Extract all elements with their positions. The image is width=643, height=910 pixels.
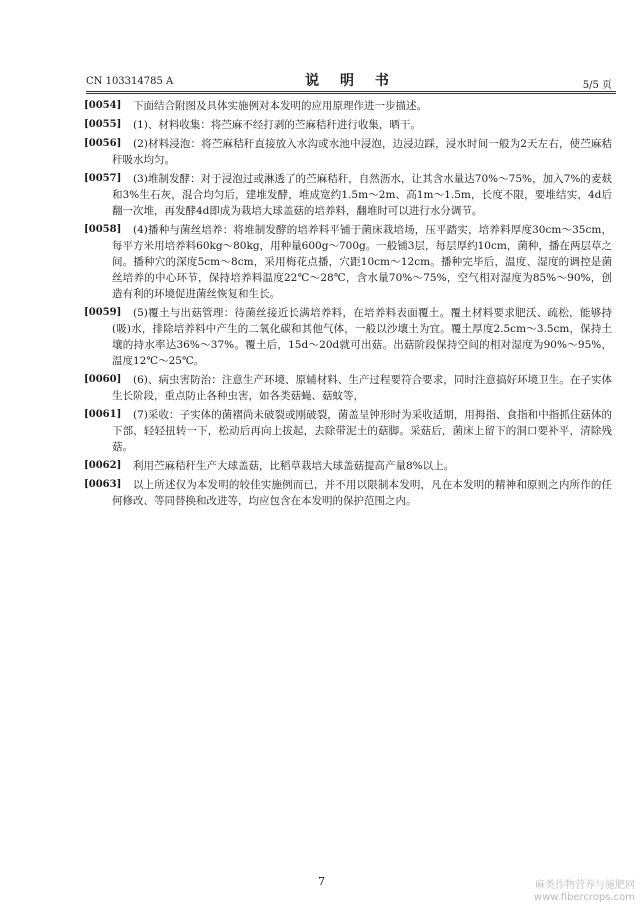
paragraph — [84, 407, 612, 455]
paragraph-number: [0054] — [84, 100, 122, 111]
document-body — [84, 98, 612, 512]
paragraph — [84, 136, 612, 168]
site-watermark — [534, 880, 635, 904]
header-rule-top — [86, 91, 616, 92]
paragraph-text: (4)播种与菌丝培养：将堆制发酵的培养料平铺于菌床栽培场，压平踏实，培养料厚度30cm～35cm，每平方米用培养料60kg～80kg，用种量600g～700g。一般铺3层，每层厚约10cm，菌种，播在两层草之间。播种穴的深度5cm～8cm，采用梅花点播，穴距10cm～12cm。播种完毕后，温度、湿度的调控是菌丝培养的中心环节，保持培养料温度22℃～28℃，含水量70%～75%，空气相对湿度为85%～90%，创造有利的环境促进菌丝恢复和生长。 — [112, 224, 612, 300]
paragraph-text: (6)、病虫害防治：注意生产环境、原辅材料、生产过程要符合要求，同时注意搞好环境卫生。在子实体生长阶段，重点防止各种虫害，如各类菇蝇、菇蚊等， — [112, 374, 612, 402]
paragraph-number: [0062] — [84, 460, 122, 471]
page-number: 7 — [318, 875, 325, 888]
paragraph-text: 利用苎麻秸秆生产大球盖菇，比稻草栽培大球盖菇提高产量8%以上。 — [133, 460, 455, 472]
paragraph-number: [0058] — [84, 224, 122, 235]
paragraph-text: (1)、材料收集：将苎麻不经打剥的苎麻秸秆进行收集，晒干。 — [133, 119, 421, 131]
watermark-line: 麻类作物营养与施肥网 — [535, 880, 635, 891]
page-indicator: 5/5 页 — [582, 80, 612, 91]
paragraph-number: [0056] — [84, 138, 122, 149]
paragraph-text: (5)覆土与出菇管理：待菌丝接近长满培养料，在培养料表面覆土。覆土材料要求肥沃、疏松，能够持(吸)水，排除培养料中产生的二氧化碳和其他气体，一般以沙壤土为宜。覆土厚度2.5cm～3.5cm，保持土壤的持水率达36%～37%。覆土后，15d～20d就可出菇。出菇阶段保持空间的相对湿度为90%～95%，温度12℃～25℃。 — [112, 307, 612, 367]
paragraph — [84, 477, 612, 509]
watermark-line: www.fibercrops.com — [533, 892, 635, 903]
header-rule-bottom — [86, 93, 616, 94]
paragraph-number: [0061] — [84, 409, 122, 420]
paragraph-number: [0055] — [84, 119, 122, 130]
paragraph — [84, 98, 612, 114]
paragraph-number: [0063] — [84, 479, 122, 490]
document-title: 说 明 书 — [305, 73, 397, 89]
paragraph — [84, 305, 612, 369]
patent-number: CN 103314785 A — [86, 76, 174, 87]
paragraph-text: 以上所述仅为本发明的较佳实施例而已，并不用以限制本发明，凡在本发明的精神和原则之内所作的任何修改、等同替换和改进等，均应包含在本发明的保护范围之内。 — [112, 479, 612, 507]
paragraph — [84, 171, 612, 219]
paragraph-text: (3)堆制发酵：对于浸泡过或淋透了的苎麻秸秆，自然沥水，让其含水量达70%～75%，加入7%的麦麸和3%生石灰，混合均匀后，建堆发酵，堆成宽约1.5m～2m、高1m～1.5m，长度不限，要堆结实，4d后翻一次堆，再发酵4d即成为栽培大球盖菇的培养料，翻堆时可以进行水分调节。 — [112, 173, 612, 217]
paragraph — [84, 458, 612, 474]
paragraph — [84, 117, 612, 133]
paragraph-number: [0059] — [84, 307, 122, 318]
paragraph-number: [0060] — [84, 374, 122, 385]
paragraph-text: (2)材料浸泡：将苎麻秸秆直接放入水沟或水池中浸泡，边浸边踩，浸水时间一般为2天左右，使苎麻秸秆吸水均匀。 — [112, 138, 612, 166]
paragraph — [84, 372, 612, 404]
paragraph-text: (7)采收：子实体的菌褶尚未破裂或刚破裂，菌盖呈钟形时为采收适期，用拇指、食指和中指抓住菇体的下部，轻轻扭转一下，松动后再向上拔起，去除带泥土的菇脚。采菇后，菌床上留下的洞口要补平，清除残菇。 — [112, 409, 612, 453]
page-header — [86, 70, 616, 90]
paragraph-text: 下面结合附图及具体实施例对本发明的应用原理作进一步描述。 — [133, 100, 427, 112]
paragraph-number: [0057] — [84, 173, 122, 184]
paragraph — [84, 222, 612, 302]
